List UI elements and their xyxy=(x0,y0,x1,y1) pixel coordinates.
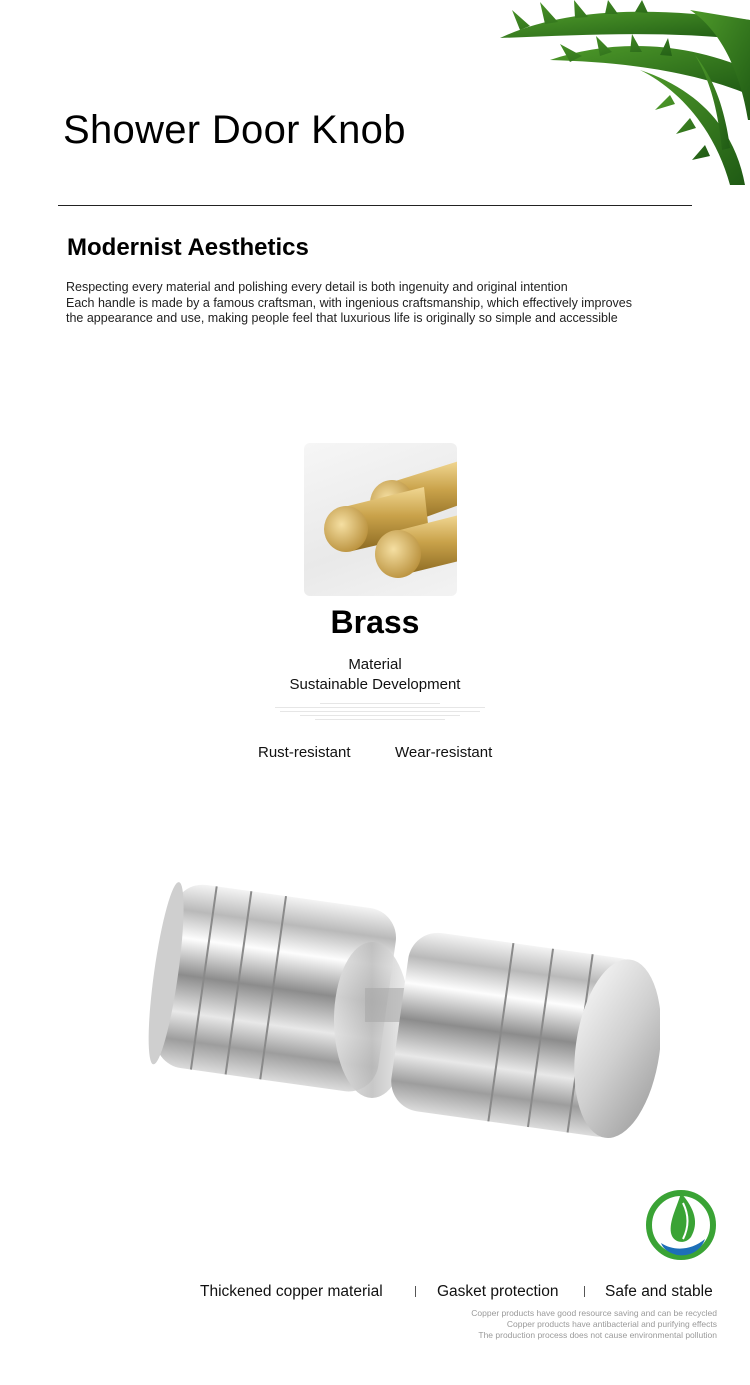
leaf-drop-icon xyxy=(643,1185,719,1261)
feature-wear-resistant: Wear-resistant xyxy=(395,744,493,761)
intro-text xyxy=(66,280,686,327)
note-line: Copper products have good resource saving and can be recycled xyxy=(471,1308,717,1318)
material-subtitle-line: Sustainable Development xyxy=(289,676,461,693)
title-divider xyxy=(58,205,692,206)
fine-print-decoration xyxy=(270,703,490,731)
note-line: The production process does not cause environmental pollution xyxy=(478,1330,717,1340)
material-name: Brass xyxy=(330,604,420,640)
feature-rust-resistant: Rust-resistant xyxy=(258,744,351,761)
intro-line: Each handle is made by a famous craftsman, with ingenious craftsmanship, which effectively improves xyxy=(66,295,633,310)
brass-rods-image xyxy=(304,443,457,596)
note-line: Copper products have antibacterial and purifying effects xyxy=(506,1319,717,1329)
material-subtitle-line: Material xyxy=(348,656,402,673)
section-heading: Modernist Aesthetics xyxy=(67,234,309,261)
intro-line: the appearance and use, making people feel that luxurious life is originally so simple and accessible xyxy=(66,311,618,325)
feature-separator xyxy=(415,1286,416,1297)
environment-notes xyxy=(471,1308,717,1341)
feature-thickened-copper: Thickened copper material xyxy=(200,1283,383,1300)
feature-separator xyxy=(584,1286,585,1297)
shower-door-knob-image xyxy=(140,860,660,1160)
feature-gasket-protection: Gasket protection xyxy=(437,1283,559,1300)
intro-line: Respecting every material and polishing every detail is both ingenuity and original intention xyxy=(66,280,568,294)
palm-leaves-decoration xyxy=(490,0,750,190)
feature-safe-stable: Safe and stable xyxy=(605,1283,713,1300)
page-title: Shower Door Knob xyxy=(63,108,406,152)
material-subtitle xyxy=(0,655,750,695)
